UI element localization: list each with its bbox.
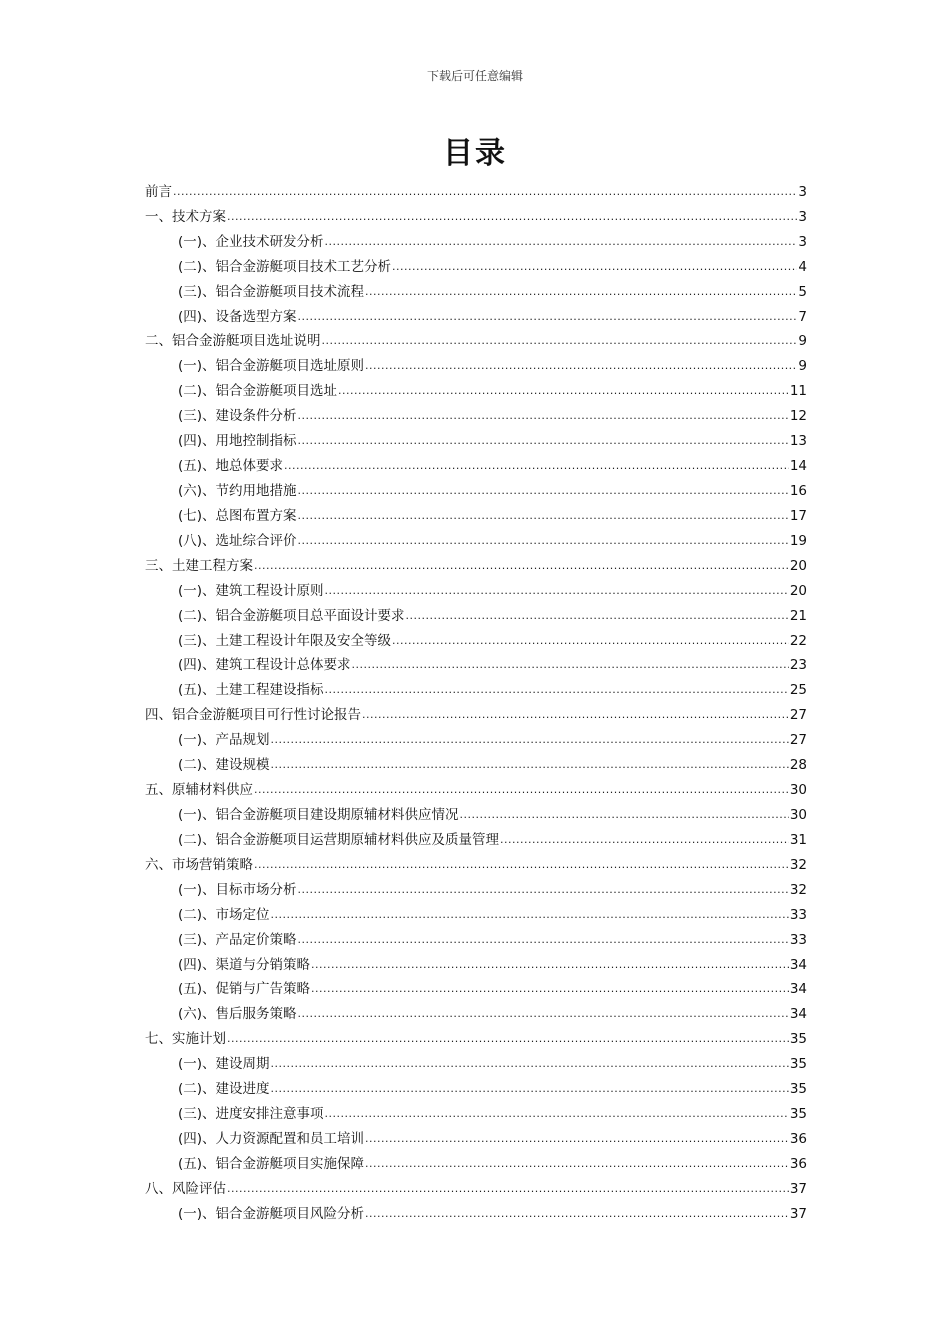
toc-entry-label: (四)、人力资源配置和员工培训 [178, 1130, 365, 1147]
toc-dot-leader [284, 457, 789, 475]
toc-entry-label: (二)、铝合金游艇项目总平面设计要求 [178, 607, 405, 624]
toc-entry-label: 二、铝合金游艇项目选址说明 [145, 333, 321, 350]
toc-page-number: 27 [789, 707, 807, 724]
toc-dot-leader [271, 756, 789, 774]
toc-page-number: 34 [789, 981, 807, 998]
toc-chapter-entry[interactable] [145, 1173, 807, 1198]
toc-page-number: 27 [789, 732, 807, 749]
toc-entry-label: 七、实施计划 [145, 1031, 226, 1048]
toc-dot-leader [325, 681, 789, 699]
toc-dot-leader [298, 308, 798, 326]
toc-entry-label: (六)、节约用地措施 [178, 482, 297, 499]
toc-dot-leader [298, 532, 789, 550]
toc-entry-label: (一)、企业技术研发分析 [178, 233, 324, 250]
toc-page-number: 5 [798, 283, 807, 300]
toc-section-entry[interactable] [145, 500, 807, 525]
toc-page-number: 21 [789, 607, 807, 624]
toc-entry-label: 三、土建工程方案 [145, 557, 253, 574]
toc-section-entry[interactable] [145, 350, 807, 375]
toc-entry-label: 六、市场营销策略 [145, 856, 253, 873]
toc-page-number: 35 [789, 1081, 807, 1098]
toc-entry-label: (四)、设备选型方案 [178, 308, 297, 325]
toc-entry-label: (三)、建设条件分析 [178, 408, 297, 425]
toc-entry-label: (五)、促销与广告策略 [178, 981, 311, 998]
toc-entry-label: 四、铝合金游艇项目可行性讨论报告 [145, 707, 361, 724]
toc-entry-label: (三)、产品定价策略 [178, 931, 297, 948]
toc-dot-leader [311, 980, 789, 998]
toc-page-number: 14 [789, 458, 807, 475]
toc-dot-leader [500, 831, 789, 849]
toc-dot-leader [298, 482, 789, 500]
toc-entry-label: (六)、售后服务策略 [178, 1006, 297, 1023]
toc-page-number: 35 [789, 1056, 807, 1073]
toc-entry-label: (二)、建设进度 [178, 1081, 270, 1098]
toc-entry-label: (三)、铝合金游艇项目技术流程 [178, 283, 365, 300]
toc-section-entry[interactable] [145, 276, 807, 301]
toc-section-entry[interactable] [145, 749, 807, 774]
toc-section-entry[interactable] [145, 425, 807, 450]
toc-section-entry[interactable] [145, 1048, 807, 1073]
toc-entry-label: (二)、铝合金游艇项目选址 [178, 383, 338, 400]
toc-page-number: 35 [789, 1031, 807, 1048]
toc-chapter-entry[interactable] [145, 1023, 807, 1048]
toc-dot-leader [338, 382, 789, 400]
toc-page-number: 20 [789, 582, 807, 599]
toc-dot-leader [227, 1030, 789, 1048]
toc-entry-label: (五)、土建工程建设指标 [178, 682, 324, 699]
toc-page-number: 12 [789, 408, 807, 425]
toc-section-entry[interactable] [145, 400, 807, 425]
toc-dot-leader [298, 881, 789, 899]
toc-page-number: 34 [789, 956, 807, 973]
toc-entry-label: 八、风险评估 [145, 1180, 226, 1197]
toc-section-entry[interactable] [145, 251, 807, 276]
toc-entry-label: (七)、总图布置方案 [178, 507, 297, 524]
toc-chapter-entry[interactable] [145, 550, 807, 575]
toc-section-entry[interactable] [145, 924, 807, 949]
toc-entry-label: (一)、铝合金游艇项目选址原则 [178, 358, 365, 375]
toc-page-number: 13 [789, 433, 807, 450]
toc-section-entry[interactable] [145, 1123, 807, 1148]
toc-dot-leader [298, 507, 789, 525]
toc-page-number: 31 [789, 831, 807, 848]
toc-section-entry[interactable] [145, 724, 807, 749]
toc-dot-leader [271, 906, 789, 924]
toc-section-entry[interactable] [145, 650, 807, 675]
toc-chapter-entry[interactable] [145, 774, 807, 799]
toc-dot-leader [271, 1055, 789, 1073]
toc-section-entry[interactable] [145, 450, 807, 475]
toc-section-entry[interactable] [145, 899, 807, 924]
toc-dot-leader [365, 283, 797, 301]
toc-entry-label: (一)、建筑工程设计原则 [178, 582, 324, 599]
toc-section-entry[interactable] [145, 600, 807, 625]
toc-page-number: 20 [789, 557, 807, 574]
toc-section-entry[interactable] [145, 525, 807, 550]
toc-dot-leader [254, 856, 789, 874]
header-note: 下载后可任意编辑 [426, 69, 523, 83]
toc-dot-leader [406, 607, 789, 625]
toc-page-number: 9 [798, 358, 807, 375]
toc-dot-leader [325, 582, 789, 600]
toc-dot-leader [271, 731, 789, 749]
toc-page-number: 36 [789, 1130, 807, 1147]
toc-section-entry[interactable] [145, 949, 807, 974]
toc-section-entry[interactable] [145, 1073, 807, 1098]
toc-page-number: 32 [789, 881, 807, 898]
toc-page-number: 25 [789, 682, 807, 699]
toc-entry-label: (四)、用地控制指标 [178, 433, 297, 450]
toc-section-entry[interactable] [145, 874, 807, 899]
toc-dot-leader [392, 632, 789, 650]
toc-entry-label: (四)、渠道与分销策略 [178, 956, 311, 973]
toc-page-number: 3 [798, 183, 807, 200]
toc-dot-leader [254, 781, 789, 799]
toc-dot-leader [298, 407, 789, 425]
table-of-contents [145, 176, 807, 1223]
toc-dot-leader [254, 557, 789, 575]
toc-section-entry[interactable] [145, 375, 807, 400]
toc-entry-label: (一)、产品规划 [178, 732, 270, 749]
toc-dot-leader [298, 1005, 789, 1023]
toc-page-number: 22 [789, 632, 807, 649]
toc-page-number: 35 [789, 1106, 807, 1123]
toc-entry-label: (一)、目标市场分析 [178, 881, 297, 898]
toc-dot-leader [365, 1205, 789, 1223]
toc-page-number: 17 [789, 507, 807, 524]
toc-section-entry[interactable] [145, 1148, 807, 1173]
toc-dot-leader [325, 233, 798, 251]
toc-entry-label: (二)、铝合金游艇项目运营期原辅材料供应及质量管理 [178, 831, 500, 848]
toc-page-number: 36 [789, 1155, 807, 1172]
toc-entry-label: 前言 [145, 183, 172, 200]
toc-page-number: 30 [789, 806, 807, 823]
toc-entry-label: (一)、铝合金游艇项目风险分析 [178, 1205, 365, 1222]
toc-page-number: 3 [798, 208, 807, 225]
toc-section-entry[interactable] [145, 674, 807, 699]
toc-entry-label: (二)、建设规模 [178, 757, 270, 774]
toc-page-number: 3 [798, 233, 807, 250]
toc-chapter-entry[interactable] [145, 176, 807, 201]
toc-section-entry[interactable] [145, 998, 807, 1023]
toc-page-number: 30 [789, 782, 807, 799]
toc-dot-leader [298, 931, 789, 949]
toc-entry-label: (八)、选址综合评价 [178, 532, 297, 549]
toc-dot-leader [362, 706, 789, 724]
toc-dot-leader [311, 956, 789, 974]
toc-page-number: 7 [798, 308, 807, 325]
toc-page-number: 32 [789, 856, 807, 873]
toc-entry-label: 一、技术方案 [145, 208, 226, 225]
toc-chapter-entry[interactable] [145, 201, 807, 226]
toc-entry-label: (二)、铝合金游艇项目技术工艺分析 [178, 258, 392, 275]
toc-chapter-entry[interactable] [145, 699, 807, 724]
toc-section-entry[interactable] [145, 1098, 807, 1123]
toc-page-number: 9 [798, 333, 807, 350]
toc-entry-label: (一)、建设周期 [178, 1056, 270, 1073]
toc-entry-label: (三)、进度安排注意事项 [178, 1106, 324, 1123]
toc-dot-leader [460, 806, 789, 824]
toc-entry-label: (二)、市场定位 [178, 906, 270, 923]
toc-dot-leader [271, 1080, 789, 1098]
toc-section-entry[interactable] [145, 824, 807, 849]
toc-section-entry[interactable] [145, 575, 807, 600]
toc-dot-leader [365, 1130, 789, 1148]
toc-entry-label: (三)、土建工程设计年限及安全等级 [178, 632, 392, 649]
toc-page-number: 23 [789, 657, 807, 674]
toc-dot-leader [173, 183, 797, 201]
toc-section-entry[interactable] [145, 226, 807, 251]
toc-section-entry[interactable] [145, 301, 807, 326]
toc-chapter-entry[interactable] [145, 849, 807, 874]
toc-section-entry[interactable] [145, 625, 807, 650]
toc-entry-label: (五)、铝合金游艇项目实施保障 [178, 1155, 365, 1172]
toc-chapter-entry[interactable] [145, 326, 807, 351]
toc-page-number: 37 [789, 1205, 807, 1222]
toc-page-number: 34 [789, 1006, 807, 1023]
toc-page-number: 16 [789, 482, 807, 499]
toc-section-entry[interactable] [145, 1198, 807, 1223]
toc-dot-leader [298, 432, 789, 450]
toc-dot-leader [365, 357, 797, 375]
toc-page-number: 28 [789, 757, 807, 774]
toc-entry-label: (四)、建筑工程设计总体要求 [178, 657, 351, 674]
toc-entry-label: 五、原辅材料供应 [145, 782, 253, 799]
toc-section-entry[interactable] [145, 475, 807, 500]
toc-dot-leader [352, 656, 789, 674]
toc-entry-label: (五)、地总体要求 [178, 458, 284, 475]
toc-dot-leader [325, 1105, 789, 1123]
toc-section-entry[interactable] [145, 799, 807, 824]
toc-page-number: 11 [789, 383, 807, 400]
toc-dot-leader [322, 332, 798, 350]
toc-page-number: 4 [798, 258, 807, 275]
toc-page-number: 33 [789, 906, 807, 923]
page-title: 目录 [443, 136, 507, 171]
toc-dot-leader [227, 1180, 789, 1198]
toc-page-number: 37 [789, 1180, 807, 1197]
toc-section-entry[interactable] [145, 974, 807, 999]
toc-page-number: 33 [789, 931, 807, 948]
toc-entry-label: (一)、铝合金游艇项目建设期原辅材料供应情况 [178, 806, 459, 823]
toc-dot-leader [392, 258, 797, 276]
toc-dot-leader [227, 208, 797, 226]
toc-page-number: 19 [789, 532, 807, 549]
toc-dot-leader [365, 1155, 789, 1173]
